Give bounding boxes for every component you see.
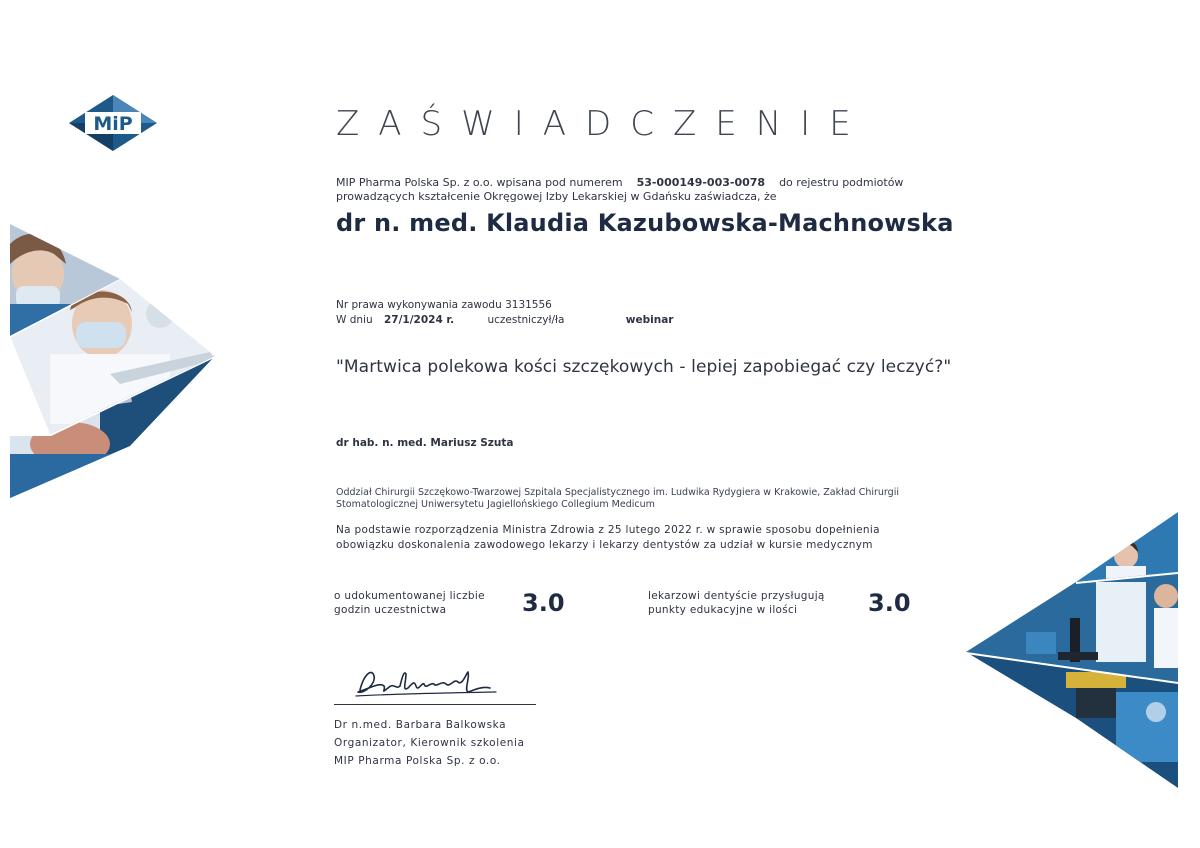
affiliation-line2: Stomatologicznej Uniwersytetu Jagiellońskiego Collegium Medicum xyxy=(336,499,655,510)
license-number: 3131556 xyxy=(505,299,552,311)
signatory-block xyxy=(334,716,525,770)
registry-number: 53-000149-003-0078 xyxy=(636,176,766,189)
legal-line1: Na podstawie rozporządzenia Ministra Zdrowia z 25 lutego 2022 r. w sprawie sposobu dopełnienia xyxy=(336,524,880,536)
lecturer-name: dr hab. n. med. Mariusz Szuta xyxy=(336,437,514,449)
signatory-role: Organizator, Kierownik szkolenia xyxy=(334,737,525,749)
laboratory-photo-collage xyxy=(966,512,1178,788)
handwritten-signature xyxy=(350,660,500,702)
event-date: 27/1/2024 r. xyxy=(383,314,455,326)
license-info xyxy=(336,298,673,328)
hours-label-line2: godzin uczestnictwa xyxy=(334,604,447,616)
signatory-name: Dr n.med. Barbara Balkowska xyxy=(334,719,507,731)
mip-logo xyxy=(68,94,158,152)
event-form: webinar xyxy=(625,314,674,326)
legal-line2: obowiązku doskonalenia zawodowego lekarzy i lekarzy dentystów za udział w kursie medycznym xyxy=(336,539,873,551)
registry-tail: do rejestru podmiotów xyxy=(779,176,904,189)
svg-text:MiP: MiP xyxy=(93,113,133,135)
points-value: 3.0 xyxy=(868,589,911,617)
signatory-company: MIP Pharma Polska Sp. z o.o. xyxy=(334,755,501,767)
date-label: W dniu xyxy=(336,314,373,326)
lecturer-affiliation xyxy=(336,487,899,511)
certificate-title: ZAŚWIADCZENIE xyxy=(336,104,870,144)
hours-label-line1: o udokumentowanej liczbie xyxy=(334,590,485,602)
dental-procedure-photo-collage xyxy=(10,224,220,498)
issuer-statement xyxy=(336,176,903,204)
affiliation-line1: Oddział Chirurgii Szczękowo-Twarzowej Szpitala Specjalistycznego im. Ludwika Rydygiera w Krakowie, Zakład Chirurgii xyxy=(336,487,899,498)
recipient-name: dr n. med. Klaudia Kazubowska-Machnowska xyxy=(336,209,954,237)
course-title: "Martwica polekowa kości szczękowych - lepiej zapobiegać czy leczyć?" xyxy=(336,357,952,377)
issuer-org: MIP Pharma Polska Sp. z o.o. wpisana pod numerem xyxy=(336,176,623,189)
legal-basis xyxy=(336,523,880,553)
points-label-line1: lekarzowi dentyście przysługują xyxy=(648,590,825,602)
signature-line xyxy=(334,704,536,705)
points-label xyxy=(648,589,825,617)
hours-value: 3.0 xyxy=(522,589,565,617)
points-label-line2: punkty edukacyjne w ilości xyxy=(648,604,798,616)
participated-label: uczestniczył/ła xyxy=(487,314,565,326)
license-label: Nr prawa wykonywania zawodu xyxy=(336,299,502,311)
issuer-line2: prowadzących kształcenie Okręgowej Izby Lekarskiej w Gdańsku zaświadcza, że xyxy=(336,190,777,203)
hours-label xyxy=(334,589,485,617)
